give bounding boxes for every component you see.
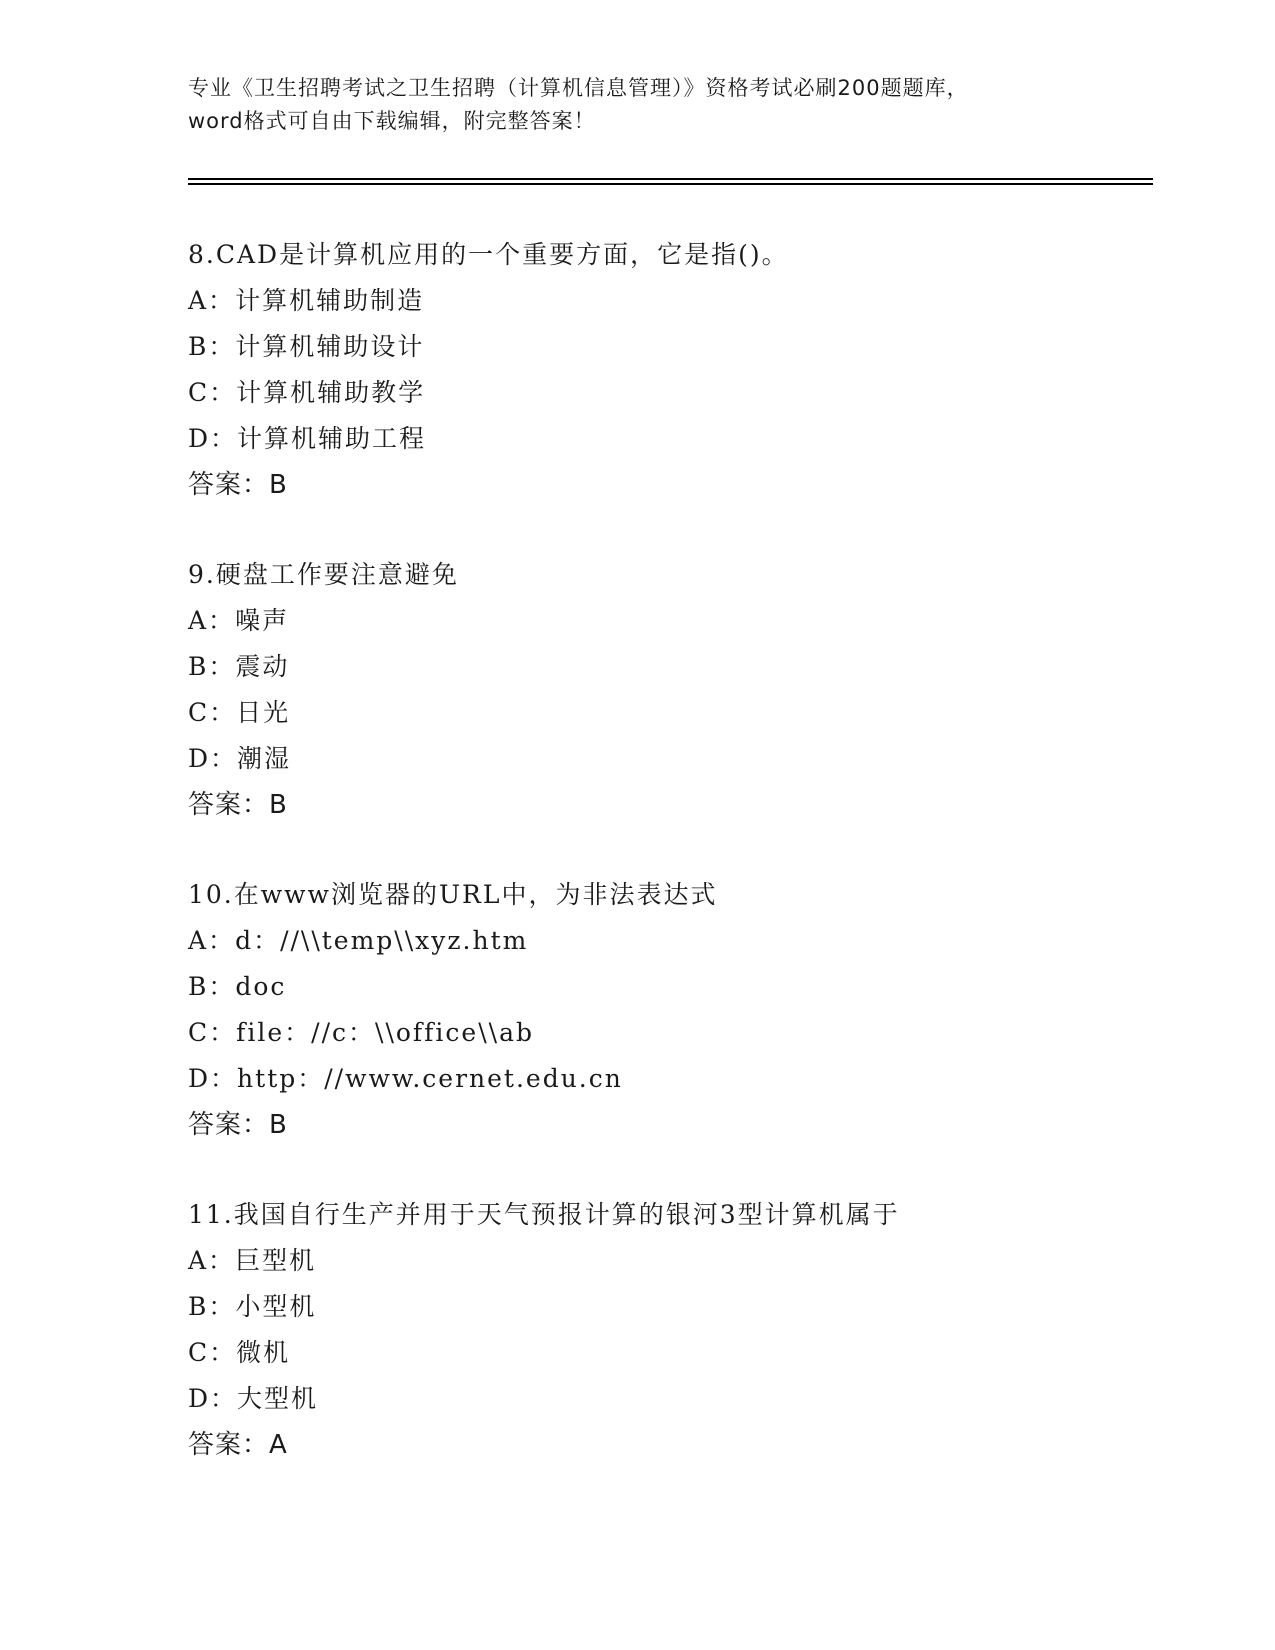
option-a <box>188 606 1168 652</box>
option-text: 巨型机 <box>235 1246 317 1275</box>
option-key: A： <box>188 1246 236 1275</box>
option-d <box>188 1384 1168 1430</box>
answer-text: 答案：B <box>188 470 288 500</box>
question-block-10 <box>188 880 1168 1156</box>
option-text: 震动 <box>235 652 290 681</box>
option-c <box>188 378 1168 424</box>
question-block-9 <box>188 560 1168 836</box>
option-text: 计算机辅助设计 <box>235 332 425 361</box>
option-text: file：//c：\\office\\ab <box>236 1018 534 1047</box>
option-text: doc <box>235 972 287 1001</box>
option-key: A： <box>188 926 236 955</box>
question-text: 10.在www浏览器的URL中，为非法表达式 <box>188 880 718 909</box>
question-text: 9.硬盘工作要注意避免 <box>188 560 459 589</box>
option-c <box>188 698 1168 744</box>
option-d <box>188 1064 1168 1110</box>
question-block-8 <box>188 240 1168 516</box>
option-text: 计算机辅助工程 <box>237 424 427 453</box>
answer-text: 答案：B <box>188 1110 288 1140</box>
header-divider-top <box>188 178 1153 180</box>
option-a <box>188 1246 1168 1292</box>
option-text: d：//\\temp\\xyz.htm <box>235 926 529 955</box>
option-key: D： <box>188 744 238 773</box>
option-c <box>188 1018 1168 1064</box>
option-text: 计算机辅助教学 <box>236 378 426 407</box>
option-key: B： <box>188 332 236 361</box>
option-text: 大型机 <box>237 1384 319 1413</box>
option-text: 潮湿 <box>237 744 292 773</box>
option-key: D： <box>188 1384 238 1413</box>
option-b <box>188 652 1168 698</box>
option-key: C： <box>188 378 237 407</box>
option-text: 噪声 <box>235 606 290 635</box>
option-key: D： <box>188 1064 238 1093</box>
option-b <box>188 332 1168 378</box>
option-b <box>188 1292 1168 1338</box>
question-text: 11.我国自行生产并用于天气预报计算的银河3型计算机属于 <box>188 1200 900 1229</box>
option-text: 计算机辅助制造 <box>235 286 425 315</box>
option-text: 微机 <box>236 1338 291 1367</box>
header-line-2: word格式可自由下载编辑，附完整答案！ <box>188 109 596 133</box>
option-text: 日光 <box>236 698 291 727</box>
document-header <box>188 72 1088 138</box>
option-key: A： <box>188 606 236 635</box>
option-a <box>188 286 1168 332</box>
option-b <box>188 972 1168 1018</box>
option-key: D： <box>188 424 238 453</box>
option-d <box>188 424 1168 470</box>
question-text: 8.CAD是计算机应用的一个重要方面，它是指()。 <box>188 240 789 269</box>
option-c <box>188 1338 1168 1384</box>
option-key: C： <box>188 1338 237 1367</box>
option-key: C： <box>188 698 237 727</box>
option-key: B： <box>188 1292 236 1321</box>
option-text: 小型机 <box>235 1292 317 1321</box>
option-key: A： <box>188 286 236 315</box>
option-d <box>188 744 1168 790</box>
option-text: http：//www.cernet.edu.cn <box>237 1064 623 1093</box>
answer-text: 答案：A <box>188 1430 288 1460</box>
option-key: C： <box>188 1018 237 1047</box>
option-key: B： <box>188 652 236 681</box>
option-key: B： <box>188 972 236 1001</box>
header-line-1: 专业《卫生招聘考试之卫生招聘（计算机信息管理）》资格考试必刷200题题库， <box>188 76 969 100</box>
option-a <box>188 926 1168 972</box>
question-block-11 <box>188 1200 1168 1476</box>
answer-text: 答案：B <box>188 790 288 820</box>
header-divider-bottom <box>188 183 1153 185</box>
